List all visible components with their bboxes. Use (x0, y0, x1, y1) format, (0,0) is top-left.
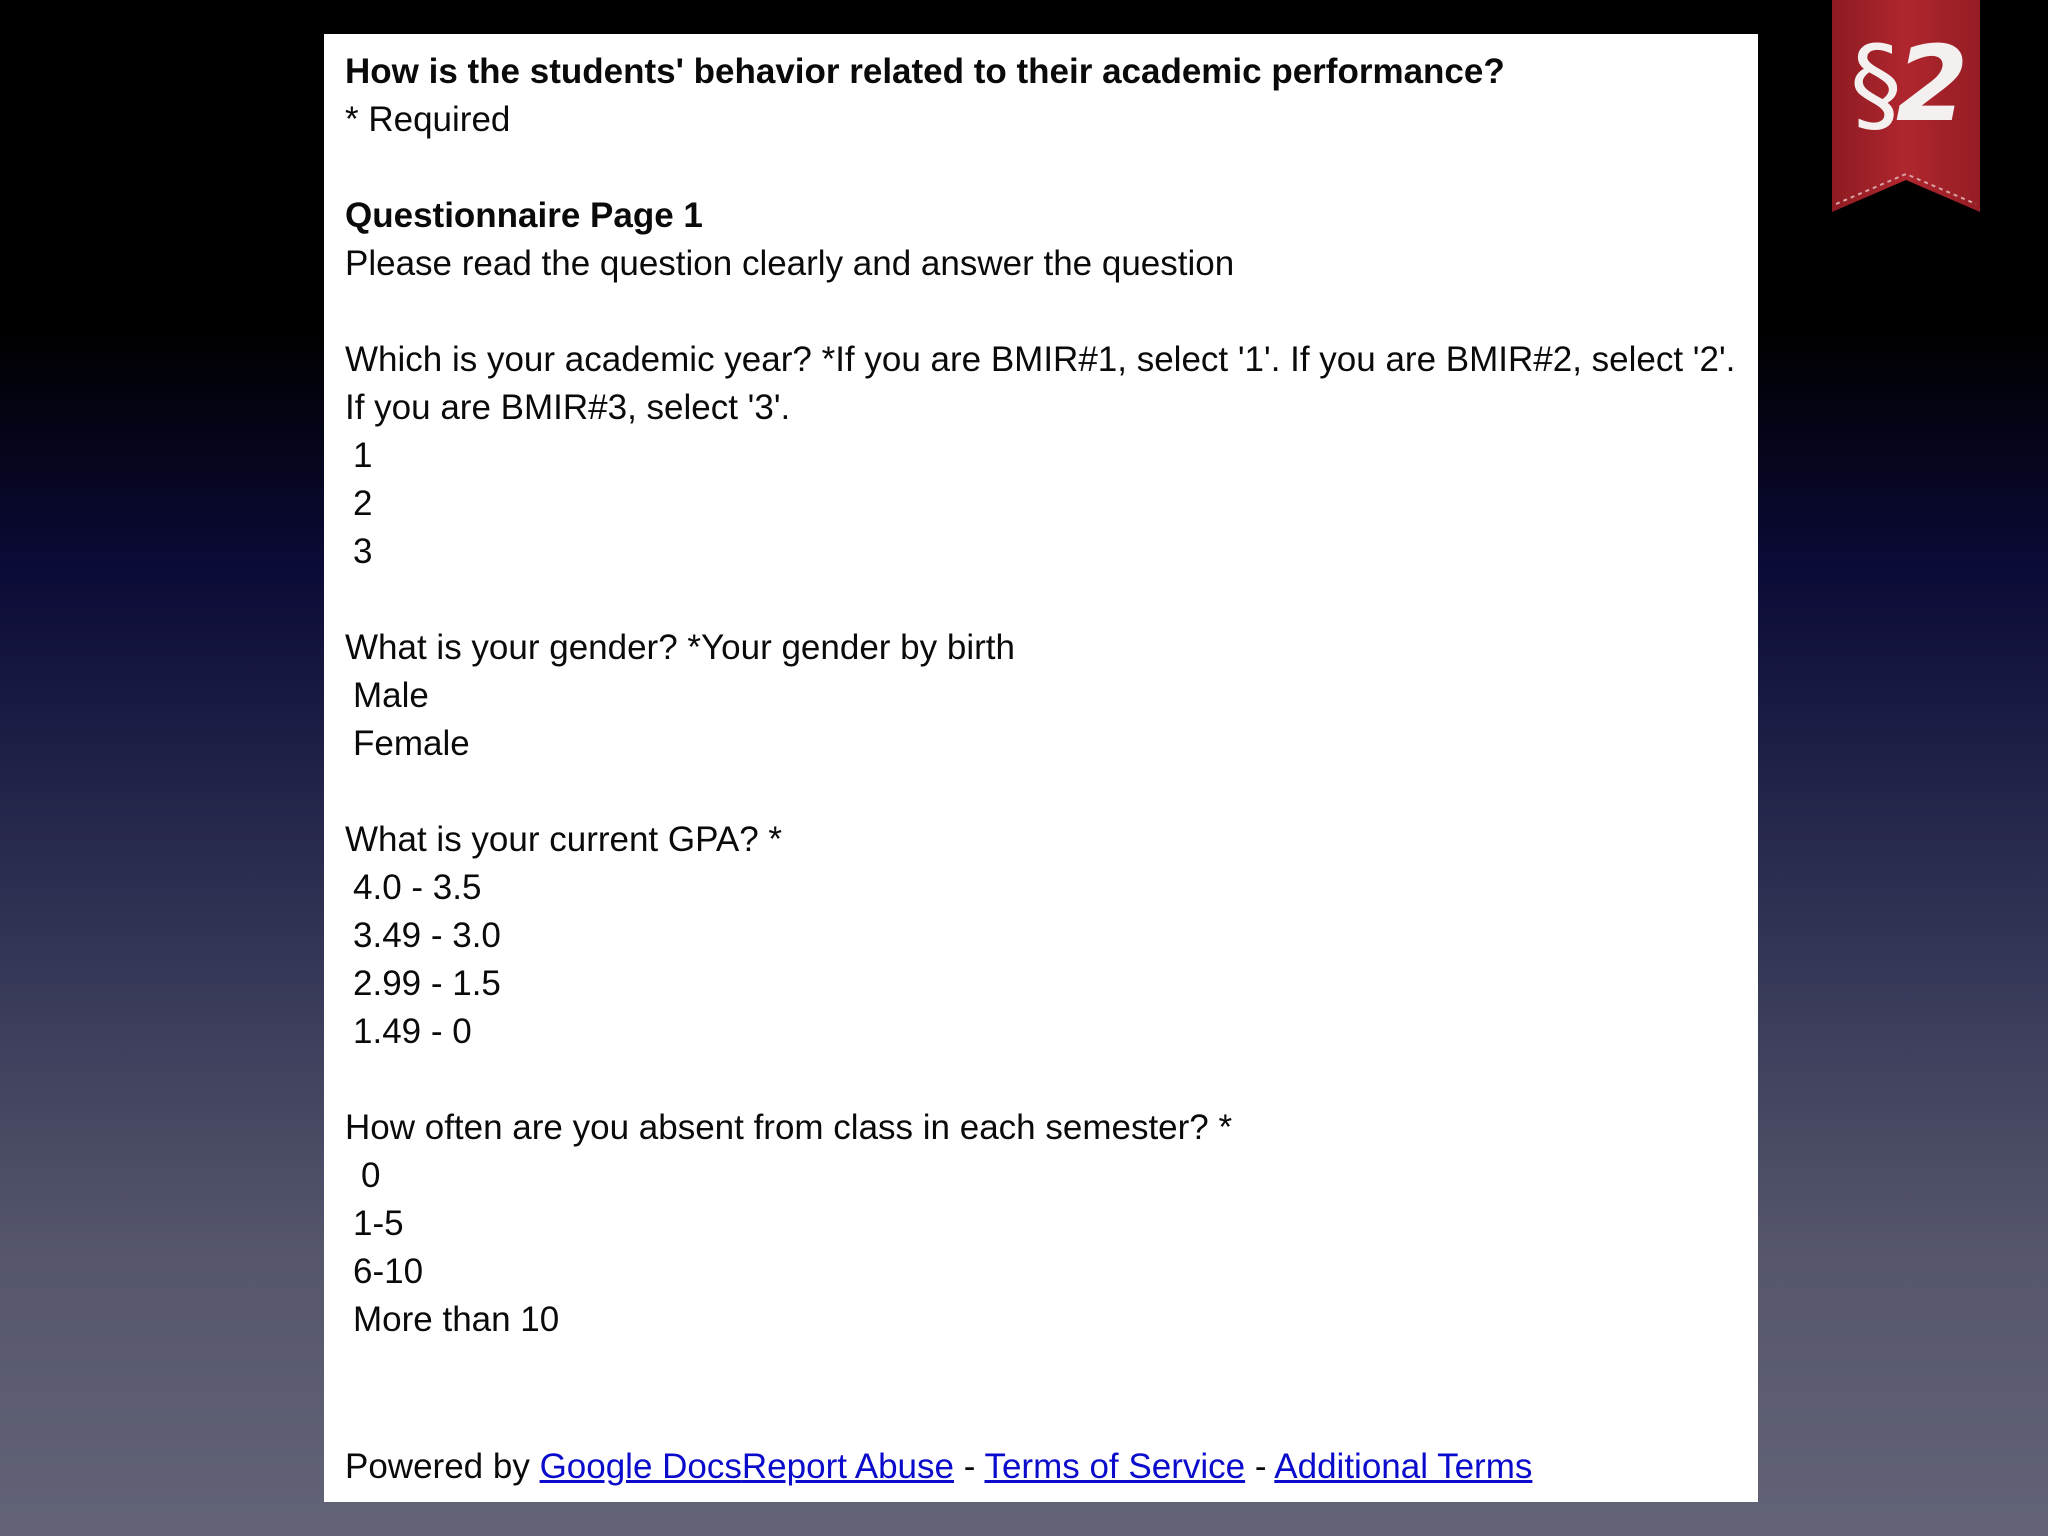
question-academic-year (345, 336, 1737, 576)
question-text: Which is your academic year? *If you are BMIR#1, select '1'. If you are BMIR#2, select '2'. If you are BMIR#3, select '3'. (345, 340, 1736, 427)
option-2[interactable]: 2 (353, 484, 373, 523)
page-instructions: Please read the question clearly and answer the question (345, 244, 1235, 283)
spacer (345, 576, 1737, 624)
option-gpa-3[interactable]: 2.99 - 1.5 (353, 964, 501, 1003)
option-3[interactable]: 3 (353, 532, 373, 571)
option-male[interactable]: Male (353, 676, 429, 715)
section-badge (1832, 0, 1980, 212)
question-text: What is your current GPA? * (345, 820, 783, 859)
option-absence-6-10[interactable]: 6-10 (353, 1252, 424, 1291)
report-abuse-link[interactable]: Report Abuse (741, 1447, 954, 1486)
separator: - (1245, 1447, 1275, 1486)
spacer (345, 144, 1737, 192)
form-title: How is the students' behavior related to their academic performance? (345, 52, 1505, 91)
terms-of-service-link[interactable]: Terms of Service (984, 1447, 1246, 1486)
option-female[interactable]: Female (353, 724, 470, 763)
option-gpa-2[interactable]: 3.49 - 3.0 (353, 916, 501, 955)
additional-terms-link[interactable]: Additional Terms (1274, 1447, 1533, 1486)
question-absence (345, 1104, 1737, 1344)
required-note: * Required (345, 100, 511, 139)
spacer (345, 1056, 1737, 1104)
spacer (345, 768, 1737, 816)
option-gpa-4[interactable]: 1.49 - 0 (353, 1012, 472, 1051)
page-heading: Questionnaire Page 1 (345, 196, 703, 235)
option-absence-more-than-10[interactable]: More than 10 (353, 1300, 560, 1339)
separator: - (953, 1447, 985, 1486)
option-absence-0[interactable]: 0 (361, 1156, 381, 1195)
footer (345, 1443, 1532, 1491)
option-gpa-1[interactable]: 4.0 - 3.5 (353, 868, 482, 907)
question-gpa (345, 816, 1737, 1056)
powered-by-text: Powered by (345, 1447, 540, 1486)
section-symbol: § (1849, 23, 1896, 145)
question-gender (345, 624, 1737, 768)
question-text: How often are you absent from class in each semester? * (345, 1108, 1233, 1147)
section-number-label (1832, 24, 1980, 144)
option-1[interactable]: 1 (353, 436, 373, 475)
section-number: 2 (1895, 23, 1963, 145)
option-absence-1-5[interactable]: 1-5 (353, 1204, 404, 1243)
question-text: What is your gender? *Your gender by birth (345, 628, 1015, 667)
form-page (324, 34, 1758, 1502)
spacer (345, 288, 1737, 336)
google-docs-link[interactable]: Google Docs (539, 1447, 742, 1486)
